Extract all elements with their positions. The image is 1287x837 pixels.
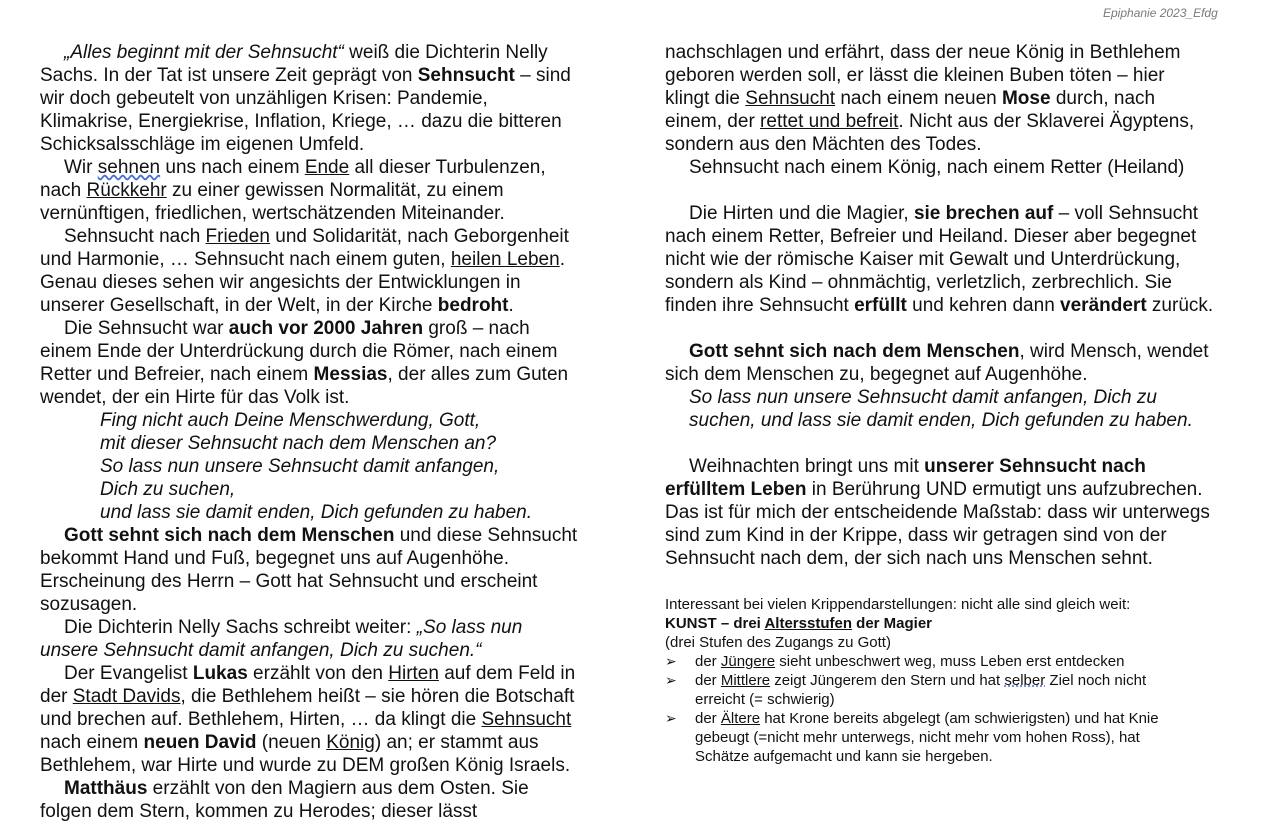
paragraph-king-savior: Sehnsucht nach einem König, nach einem Retter (Heiland): [689, 157, 1185, 178]
kunst-title: KUNST – drei Altersstufen der Magier: [665, 615, 933, 632]
arrow-bullet-icon: ➢: [665, 653, 677, 669]
paragraph-matthaeus: Matthäus erzählt von den Magiern aus dem Osten. Sie folgen dem Stern, kommen zu Herodes; dieser lässt: [40, 778, 529, 822]
poem-quote: Fing nicht auch Deine Menschwerdung, Gott, mit dieser Sehnsucht nach dem Menschen an? So lass nun unsere Sehnsucht damit anfangen, Dich zu suchen, und lass sie damit enden, Dich gefunden zu haben.: [100, 410, 533, 523]
paragraph-lukas: Der Evangelist Lukas erzählt von den Hirten auf dem Feld in der Stadt Davids, die Bethlehem heißt – sie hören die Botschaft und brechen auf. Bethlehem, Hirten, … da klingt die Sehnsucht nach einem neuen David (neuen König) an; er stammt aus Bethlehem, war Hirte und wurde zu DEM großen König Israels.: [40, 663, 576, 776]
paragraph-god-longs: Gott sehnt sich nach dem Menschen und diese Sehnsucht bekommt Hand und Fuß, begegnet uns auf Augenhöhe. Erscheinung des Herrn – Gott hat Sehnsucht und erscheint sozusagen.: [40, 525, 578, 615]
arrow-bullet-icon: ➢: [665, 710, 677, 726]
left-column: [40, 41, 620, 823]
list-item-mittlere: ➢ der Mittlere zeigt Jüngerem den Stern und hat selber Ziel noch nicht erreicht (= schwierig): [665, 672, 1147, 708]
list-item-juengere: ➢ der Jüngere sieht unbeschwert weg, muss Leben erst entdecken: [665, 653, 1125, 670]
paragraph-nelly-sachs: Die Dichterin Nelly Sachs schreibt weiter: „So lass nun unsere Sehnsucht damit anfangen, Dich zu suchen.“: [40, 617, 523, 661]
paragraph-longing: Wir sehnen uns nach einem Ende all dieser Turbulenzen, nach Rückkehr zu einer gewissen Normalität, zu einem vernünftigen, friedlichen, wertschätzenden Miteinander.: [40, 157, 546, 224]
magi-list: [665, 652, 1265, 766]
paragraph-shepherds-magi: Die Hirten und die Magier, sie brechen auf – voll Sehnsucht nach einem Retter, Befreier und Heiland. Dieser aber begegnet nicht wie der römische Kaiser mit Gewalt und Unterdrückung, sondern als Kind – ohnmächtig, verletzlich, zerbrechlich. Sie finden ihre Sehnsucht erfüllt und kehren dann verändert zurück.: [665, 203, 1214, 316]
document-header-tag: Epiphanie 2023_Efdg: [1103, 6, 1218, 20]
paragraph-herodes: nachschlagen und erfährt, dass der neue König in Bethlehem geboren werden soll, er lässt die kleinen Buben töten – hier klingt die Sehnsucht nach einem neuen Mose durch, nach einem, der rettet und befreit. Nicht aus der Sklaverei Ägyptens, sondern aus den Mächten des Todes.: [665, 42, 1195, 155]
paragraph-2000-years: Die Sehnsucht war auch vor 2000 Jahren groß – nach einem Ende der Unterdrückung durch die Römer, nach einem Retter und Befreier, nach einem Messias, der alles zum Guten wendet, der ein Hirte für das Volk ist.: [40, 318, 569, 408]
right-column: [665, 41, 1265, 570]
paragraph-peace: Sehnsucht nach Frieden und Solidarität, nach Geborgenheit und Harmonie, … Sehnsucht nach einem guten, heilen Leben. Genau dieses sehen wir angesichts der Entwicklungen in unserer Gesellschaft, in der Welt, in der Kirche bedroht.: [40, 226, 569, 316]
kunst-intro: Interessant bei vielen Krippendarstellungen: nicht alle sind gleich weit:: [665, 596, 1131, 613]
paragraph-god-becomes-man: Gott sehnt sich nach dem Menschen, wird Mensch, wendet sich dem Menschen zu, begegnet auf Augenhöhe. So lass nun unsere Sehnsucht damit anfangen, Dich zu suchen, und lass sie damit enden, Dich gefunden zu haben.: [665, 341, 1209, 431]
kunst-section: [665, 595, 1265, 766]
kunst-subtitle: (drei Stufen des Zugangs zu Gott): [665, 634, 891, 651]
list-item-aeltere: ➢ der Ältere hat Krone bereits abgelegt (am schwierigsten) und hat Knie gebeugt (=nicht mehr unterwegs, nicht mehr vom hohen Ross), hat Schätze aufgemacht und kann sie hergeben.: [665, 710, 1159, 765]
arrow-bullet-icon: ➢: [665, 672, 677, 688]
paragraph-christmas: Weihnachten bringt uns mit unserer Sehnsucht nach erfülltem Leben in Berührung UND ermutigt uns aufzubrechen. Das ist für mich der entscheidende Maßstab: dass wir unterwegs sind zum Kind in der Krippe, dass wir getragen sind von der Sehnsucht nach dem, der sich nach uns Menschen sehnt.: [665, 456, 1210, 569]
paragraph-intro: „Alles beginnt mit der Sehnsucht“ weiß die Dichterin Nelly Sachs. In der Tat ist unsere Zeit geprägt von Sehnsucht – sind wir doch gebeutelt von unzähligen Krisen: Pandemie, Klimakrise, Energiekrise, Inflation, Kriege, … dazu die bitteren Schicksalsschläge im eigenen Umfeld.: [40, 42, 571, 155]
